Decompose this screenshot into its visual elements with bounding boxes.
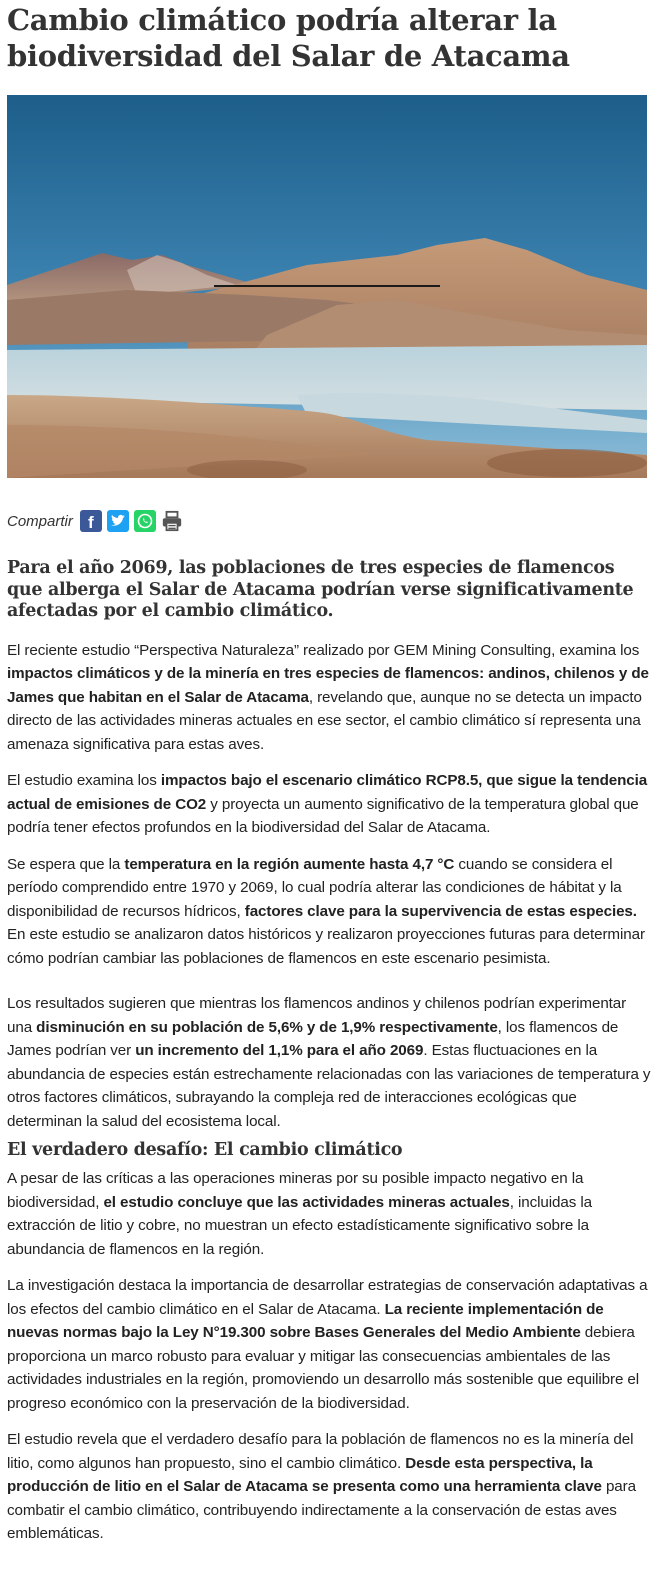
text-run: La investigación destaca la importancia de desarrollar estrategias de conservación adaptativas a los efectos del cambio climático en el Salar de Atacama. — [7, 1277, 648, 1318]
facebook-icon[interactable] — [80, 510, 102, 532]
bold-text: temperatura en la región aumente hasta 4,7 °C — [124, 855, 455, 873]
text-run: debiera proporciona un marco robusto para evaluar y mitigar las consecuencias ambientales de las actividades industriales en la región, promoviendo un desarrollo más sostenible que equilibre el progreso económico con la preservación de la biodiversidad. — [7, 1324, 640, 1412]
paragraph-3 — [7, 853, 655, 971]
share-label: Compartir — [7, 512, 73, 530]
section-heading: El verdadero desafío: El cambio climático — [7, 1140, 403, 1160]
bold-text: La reciente implementación de nuevas normas bajo la Ley N°19.300 sobre Bases Generales del Medio Ambiente — [7, 1300, 604, 1341]
bold-text: el estudio concluye que las actividades mineras actuales — [103, 1193, 510, 1211]
text-run: Se espera que la — [7, 855, 125, 873]
paragraph-4 — [7, 992, 655, 1133]
share-bar — [7, 508, 655, 534]
text-run: , revelando que, aunque no se detecta un impacto directo de las actividades mineras actuales en ese sector, el cambio climático sí representa una amenaza significativa para estas aves. — [7, 688, 642, 753]
paragraph-7 — [7, 1428, 655, 1546]
print-icon[interactable] — [161, 510, 183, 532]
text-run: , los flamencos de James podrían ver — [7, 1018, 619, 1059]
text-run: El estudio revela que el verdadero desafío para la población de flamencos no es la minería del litio, como algunos han propuesto, sino el cambio climático. — [7, 1431, 634, 1472]
text-run: y proyecta un aumento significativo de la temperatura global que podría tener efectos profundos en la biodiversidad del Salar de Atacama. — [7, 795, 639, 836]
paragraph-1 — [7, 639, 655, 757]
article-title: Cambio climático podría alterar la biodiversidad del Salar de Atacama — [7, 3, 570, 73]
twitter-icon[interactable] — [107, 510, 129, 532]
bold-text: disminución en su población de 5,6% y de 1,9% respectivamente — [36, 1018, 498, 1036]
whatsapp-icon[interactable] — [134, 510, 156, 532]
text-run: cuando se considera el período comprendido entre 1970 y 2069, lo cual podría alterar las condiciones de hábitat y la disponibilidad de recursos hídricos, — [7, 855, 622, 920]
paragraph-5 — [7, 1167, 655, 1261]
bold-text: factores clave para la supervivencia de estas especies. — [244, 902, 637, 920]
text-run: . Estas fluctuaciones en la abundancia de especies están estrechamente relacionadas con las variaciones de temperatura y otros factores climáticos, subrayando la compleja red de interacciones ecológicas que determinan la salud del ecosistema local. — [7, 1042, 651, 1130]
paragraph-6 — [7, 1274, 655, 1415]
text-run: A pesar de las críticas a las operaciones mineras por su posible impacto negativo en la biodiversidad, — [7, 1170, 584, 1211]
paragraph-2 — [7, 769, 655, 840]
text-run: El estudio examina los — [7, 772, 161, 789]
salar-landscape-image — [7, 95, 647, 478]
text-run: , incluidas la extracción de litio y cobre, no muestran un efecto estadísticamente significativo sobre la abundancia de flamencos en la región. — [7, 1193, 592, 1258]
svg-text:f: f — [87, 513, 94, 532]
article-lead: Para el año 2069, las poblaciones de tres especies de flamencos que alberga el Salar de Atacama podrían verse significativamente afectadas por el cambio climático. — [7, 558, 634, 621]
bold-text: un incremento del 1,1% para el año 2069 — [135, 1042, 424, 1059]
text-run: Los resultados sugieren que mientras los flamencos andinos y chilenos podrían experimentar una — [7, 995, 627, 1036]
text-run: En este estudio se analizaron datos históricos y realizaron proyecciones futuras para determinar cómo podrían cambiar las poblaciones de flamencos en este escenario pesimista. — [7, 926, 645, 967]
text-run: para combatir el cambio climático, contribuyendo indirectamente a la conservación de estas aves emblemáticas. — [7, 1478, 636, 1542]
hero-image — [7, 95, 647, 478]
bold-text: impactos climáticos y de la minería en tres especies de flamencos: andinos, chilenos y de James que habitan en el Salar de Atacama — [7, 665, 649, 706]
text-run: El reciente estudio “Perspectiva Naturaleza” realizado por GEM Mining Consulting, examina los — [7, 641, 640, 659]
bold-text: Desde esta perspectiva, la producción de litio en el Salar de Atacama se presenta como una herramienta clave — [7, 1454, 602, 1495]
bold-text: impactos bajo el escenario climático RCP8.5, que sigue la tendencia actual de emisiones de CO2 — [7, 772, 648, 813]
